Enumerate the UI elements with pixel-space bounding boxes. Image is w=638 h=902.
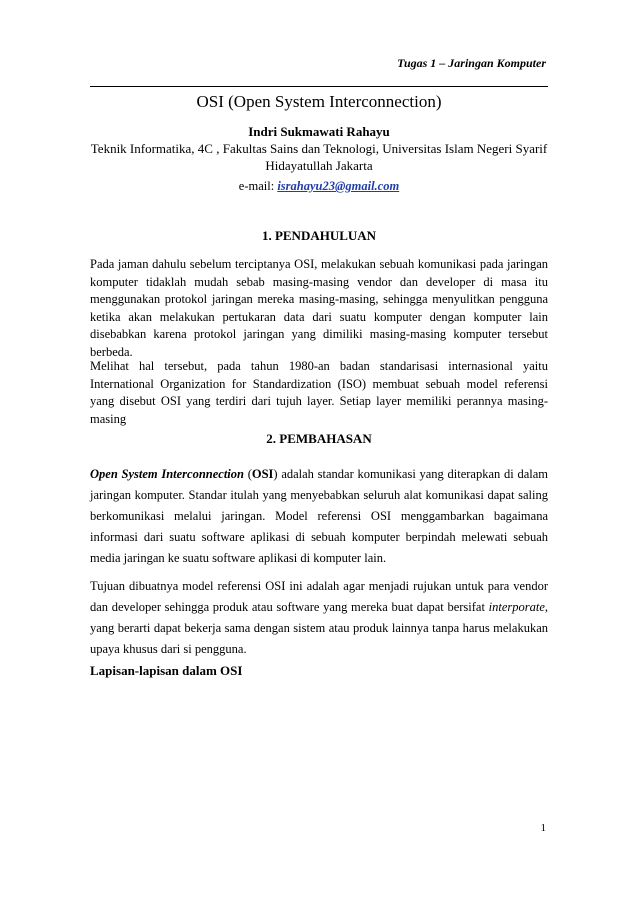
abbr-open-paren: (: [243, 467, 252, 481]
email-label: e-mail:: [238, 179, 275, 193]
section-heading-pendahuluan: 1. PENDAHULUAN: [261, 228, 377, 243]
author-name: Indri Sukmawati Rahayu: [248, 124, 390, 139]
paragraph-4: [90, 576, 548, 660]
email-line: [0, 179, 638, 194]
page-title: OSI (Open System Interconnection): [196, 92, 442, 111]
paragraph-1: Pada jaman dahulu sebelum terciptanya OSI, melakukan sebuah komunikasi pada jaringan komputer tidaklah mudah sebab masing-masing vendor dan developer di masa itu menggunakan protokol jaringan mereka masing-masing, sehingga menyulitkan pengguna ketika akan melakukan pertukaran data dari suatu komputer dengan komputer lain disebabkan karena protokol jaringan yang dimiliki masing-masing komputer tersebut berbeda.: [90, 257, 548, 359]
paragraph-2: Melihat hal tersebut, pada tahun 1980-an badan standarisasi internasional yaitu International Organization for Standardization (ISO) membuat sebuah model referensi yang disebut OSI yang terdiri dari tujuh layer. Setiap layer memiliki perannya masing-masing: [90, 359, 548, 426]
paragraph-4-start: Tujuan dibuatnya model referensi OSI ini adalah agar menjadi rujukan untuk para vendor dan developer sehingga produk atau software yang mereka buat dapat bersifat: [90, 579, 548, 614]
term-osi: OSI: [251, 467, 274, 481]
term-interporate: interporate: [488, 600, 545, 614]
paragraph-4-end: , yang berarti dapat bekerja sama dengan sistem atau produk lainnya tanpa harus melakukan upaya khusus dari si pengguna.: [90, 600, 548, 656]
subheading-lapisan-osi: Lapisan-lapisan dalam OSI: [90, 663, 243, 678]
author-affiliation: Teknik Informatika, 4C , Fakultas Sains dan Teknologi, Universitas Islam Negeri Syarif Hidayatullah Jakarta: [90, 141, 548, 173]
email-link[interactable]: israhayu23@gmail.com: [277, 179, 400, 193]
paragraph-3: [90, 464, 548, 569]
header-rule: [90, 86, 548, 87]
section-heading-pembahasan: 2. PEMBAHASAN: [266, 431, 372, 446]
paragraph-3-body: adalah standar komunikasi yang diterapkan di dalam jaringan komputer. Standar itulah yang menyebabkan seluruh alat komunikasi dapat saling berkomunikasi melalui jaringan. Model referensi OSI menggambarkan bagaimana informasi dari suatu software aplikasi di sebuah komputer berpindah melewati sebuah media jaringan ke suatu software aplikasi di komputer lain.: [90, 467, 548, 565]
term-open-system-interconnection: Open System Interconnection: [90, 467, 244, 481]
abbr-close-paren: ): [273, 467, 278, 481]
page-number: 1: [540, 822, 546, 834]
running-header: Tugas 1 – Jaringan Komputer: [397, 56, 546, 70]
